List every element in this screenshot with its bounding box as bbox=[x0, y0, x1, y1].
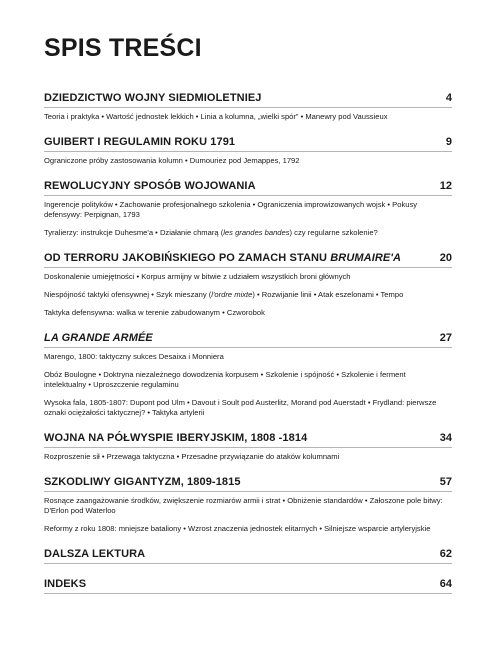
subtopics: Marengo, 1800: taktyczny sukces Desaixa i Monniera bbox=[44, 352, 224, 361]
toc-entry[interactable] bbox=[44, 578, 452, 594]
toc-entry[interactable] bbox=[44, 92, 452, 122]
chapter-page-number: 12 bbox=[439, 180, 452, 192]
subtopics: Rosnące zaangażowanie środków, zwiększenie rozmiarów armii i strat • Obniżenie standardów • Załoszone pole bitwy: D'Erlon pod Waterloo bbox=[44, 496, 443, 515]
subtopic-text: ) czy regularne szkolenie? bbox=[289, 228, 378, 237]
chapter-title-text: OD TERRORU JAKOBIŃSKIEGO PO ZAMACH STANU bbox=[44, 252, 331, 264]
chapter-page-number: 57 bbox=[439, 476, 452, 488]
subtopics: Ingerencje polityków • Zachowanie profesjonalnego szkolenia • Ograniczenia improwizowanych wojsk • Pokusy defensywy: Perpignan, 1793 bbox=[44, 200, 418, 219]
toc-entry[interactable] bbox=[44, 432, 452, 462]
chapter-title-italic: LA GRANDE ARMÉE bbox=[44, 332, 153, 344]
chapter-row[interactable] bbox=[44, 136, 452, 152]
subtopics bbox=[44, 290, 452, 300]
subtopics: Ograniczone próby zastosowania kolumn • Dumouriez pod Jemappes, 1792 bbox=[44, 156, 300, 165]
page-title: SPIS TREŚCI bbox=[44, 34, 202, 62]
subtopics: Teoria i praktyka • Wartość jednostek lekkich • Linia a kolumna, „wielki spór” • Manewry pod Vaussieux bbox=[44, 112, 388, 121]
chapter-page-number: 27 bbox=[439, 332, 452, 344]
subtopics: Obóz Boulogne • Doktryna niezależnego dowodzenia korpusem • Szkolenie i spójność • Szkolenie i ferment intelektualny • Uproszczenie regulaminu bbox=[44, 370, 406, 389]
subtopics: Rozproszenie sił • Przewaga taktyczna • Przesadne przywiązanie do ataków kolumnami bbox=[44, 452, 340, 461]
toc-entry[interactable] bbox=[44, 136, 452, 166]
chapter-row[interactable] bbox=[44, 252, 452, 268]
toc-entry[interactable] bbox=[44, 252, 452, 318]
chapter-title[interactable]: DALSZA LEKTURA bbox=[44, 548, 146, 560]
chapter-page-number: 64 bbox=[439, 578, 452, 590]
chapter-row[interactable] bbox=[44, 578, 452, 594]
subtopic-italic: l'ordre mixte bbox=[211, 290, 253, 299]
chapter-row[interactable] bbox=[44, 476, 452, 492]
chapter-title[interactable]: INDEKS bbox=[44, 578, 87, 590]
chapter-row[interactable] bbox=[44, 332, 452, 348]
subtopic-text: Niespójność taktyki ofensywnej • Szyk mieszany ( bbox=[44, 290, 212, 299]
chapter-row[interactable] bbox=[44, 92, 452, 108]
chapter-title[interactable]: GUIBERT I REGULAMIN ROKU 1791 bbox=[44, 136, 236, 148]
subtopic-text: Tyralierzy: instrukcje Duhesme'a • Działanie chmarą ( bbox=[44, 228, 224, 237]
toc-entry[interactable] bbox=[44, 332, 452, 418]
toc-entry[interactable] bbox=[44, 476, 452, 534]
subtopic-text: ) • Rozwijanie linii • Atak eszelonami • Tempo bbox=[252, 290, 404, 299]
chapter-page-number: 62 bbox=[439, 548, 452, 560]
chapter-title[interactable] bbox=[44, 332, 153, 344]
chapter-row[interactable] bbox=[44, 180, 452, 196]
toc-entry[interactable] bbox=[44, 548, 452, 564]
chapter-page-number: 4 bbox=[445, 92, 452, 104]
toc-entry[interactable] bbox=[44, 180, 452, 238]
chapter-title[interactable]: DZIEDZICTWO WOJNY SIEDMIOLETNIEJ bbox=[44, 92, 262, 104]
subtopics: Doskonalenie umiejętności • Korpus armijny w bitwie z udziałem wszystkich broni głównych bbox=[44, 272, 351, 281]
chapter-title[interactable] bbox=[44, 252, 401, 264]
chapter-title-italic: BRUMAIRE'A bbox=[330, 252, 402, 264]
subtopic-italic: les grandes bandes bbox=[223, 228, 290, 237]
subtopics: Reformy z roku 1808: mniejsze bataliony • Wzrost znaczenia jednostek elitarnych • Silniejsze wsparcie artyleryjskie bbox=[44, 524, 431, 533]
chapter-page-number: 9 bbox=[445, 136, 452, 148]
chapter-row[interactable] bbox=[44, 432, 452, 448]
subtopics: Wysoka fala, 1805-1807: Dupont pod Ulm • Davout i Soult pod Austerlitz, Morand pod Auerstadt • Frydland: pierwsze oznaki ociężałości taktycznej? • Taktyka artylerii bbox=[44, 398, 437, 417]
subtopics: Taktyka defensywna: walka w terenie zabudowanym • Czworobok bbox=[44, 308, 265, 317]
chapter-title[interactable]: REWOLUCYJNY SPOSÓB WOJOWANIA bbox=[44, 180, 256, 192]
chapter-row[interactable] bbox=[44, 548, 452, 564]
chapter-title[interactable]: SZKODLIWY GIGANTYZM, 1809-1815 bbox=[44, 476, 241, 488]
chapter-page-number: 34 bbox=[439, 432, 452, 444]
subtopics bbox=[44, 228, 452, 238]
chapter-title[interactable]: WOJNA NA PÓŁWYSPIE IBERYJSKIM, 1808 -1814 bbox=[44, 432, 308, 444]
chapter-page-number: 20 bbox=[439, 252, 452, 264]
